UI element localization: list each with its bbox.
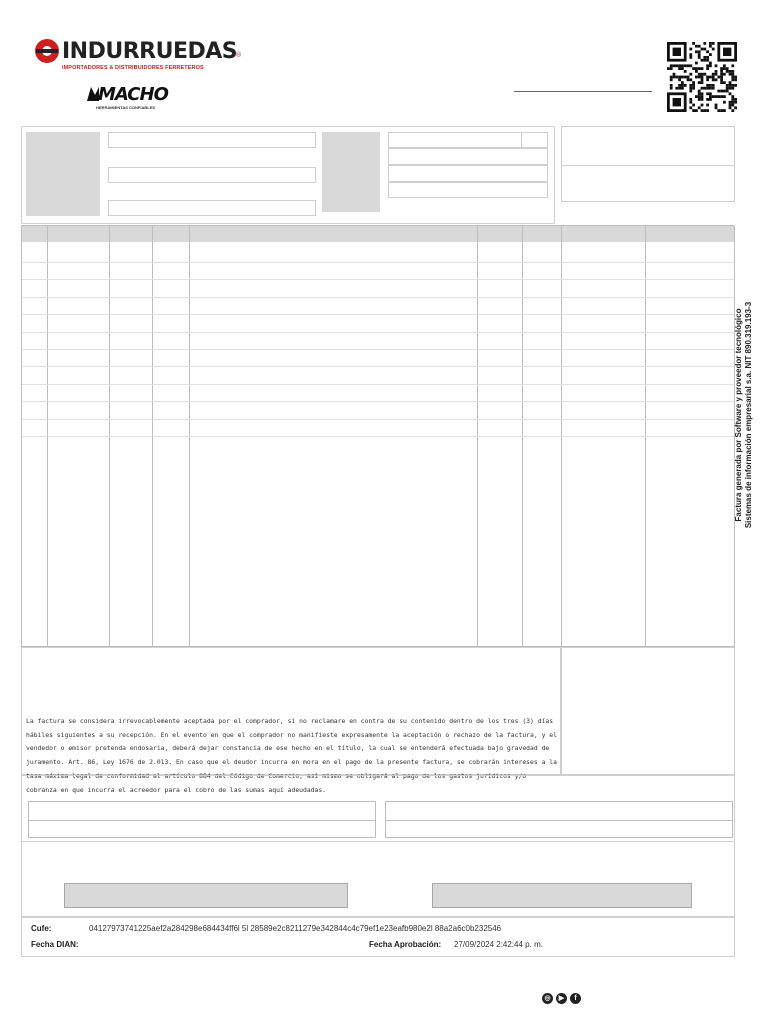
invoice-info-divider <box>562 165 734 166</box>
fecha-dian-label: Fecha DIAN: <box>31 940 79 949</box>
social-icons <box>542 993 581 1007</box>
table-row-divider <box>22 384 734 385</box>
legal-text: La factura se considera irrevocablemente aceptada por el comprador, si no reclamare en contra de su contenido dentro de los tres (3) días hábiles siguientes a su recepción. En el evento en que el comprador no manifieste expresamente la aceptación o rechazo de la factura, y el vendedor o emisor pretenda endosaria, deberá dejar constancia de ese hecho en el título, la cual se entenderá efectuada bajo gravedad de juramento. Art. 86, Ley 1676 de 2.013. En caso que el deudor incurra en mora en el pago de la presente factura, se cobrarán intereses a la tasa máxima legal de conformidad al artículo 884 del Código de Comercio, así mismo se obligará al pago de los gastos jurídicos y/o cobranza en que incurra el acreedor para el cobro de las sumas aquí adeudadas. <box>26 717 557 794</box>
signature-bar-left <box>64 883 348 908</box>
signature-field-left-1 <box>28 801 376 821</box>
company-name: INDURRUEDAS <box>62 39 238 64</box>
table-row-divider <box>22 297 734 298</box>
table-row-divider <box>22 401 734 402</box>
signature-field-right-1 <box>385 801 733 821</box>
client-photo-placeholder <box>26 132 100 216</box>
footer-box <box>21 917 735 957</box>
items-table-header <box>22 226 734 242</box>
indurruedas-logo <box>34 38 244 78</box>
totals-box <box>561 647 735 775</box>
table-row-divider <box>22 349 734 350</box>
youtube-icon[interactable]: ▶ <box>556 993 567 1004</box>
cufe-label: Cufe: <box>31 924 52 933</box>
table-row-divider <box>22 332 734 333</box>
client-field-2 <box>108 167 316 183</box>
client-label-placeholder <box>322 132 380 212</box>
cufe-value: 04127973741225aef2a284298e684434ff6l 5l 28589e2c8211279e342844c4c79ef1e23eafb980e2l 88a2a6c0b232546 <box>89 924 502 933</box>
brand2-tagline: HERRAMIENTAS CONFIABLES <box>96 105 156 110</box>
facebook-icon[interactable]: f <box>570 993 581 1004</box>
table-row-divider <box>22 279 734 280</box>
table-row-divider <box>22 436 734 437</box>
company-tagline: IMPORTADORES & DISTRIBUIDORES FERRETEROS <box>62 65 204 71</box>
signature-field-right-2 <box>385 820 733 838</box>
software-provider-note <box>734 290 764 540</box>
software-provider-line1: Factura generada por Software y proveedor tecnológico <box>734 308 743 522</box>
table-row-divider <box>22 314 734 315</box>
fecha-aprobacion-label: Fecha Aprobación: <box>369 940 442 949</box>
client-field-1 <box>108 132 316 148</box>
header-divider-line <box>514 91 652 92</box>
table-row-divider <box>22 419 734 420</box>
signature-divider <box>21 841 735 842</box>
instagram-icon[interactable]: ◎ <box>542 993 553 1004</box>
signature-bar-right <box>432 883 692 908</box>
client-field-5 <box>388 148 548 165</box>
table-row-divider <box>22 366 734 367</box>
invoice-info-box <box>561 126 735 202</box>
qr-code <box>667 42 737 112</box>
brand2-name: MACHO <box>98 84 168 105</box>
client-field-6 <box>388 165 548 182</box>
software-provider-line2: Sistemas de información empresarial s.a. NIT 890.319.193-3 <box>744 301 753 529</box>
client-field-7 <box>388 182 548 198</box>
registered-mark: ® <box>236 52 242 59</box>
fecha-aprobacion-value: 27/09/2024 2:42:44 p. m. <box>454 940 543 949</box>
client-field-4a <box>388 132 522 148</box>
table-row-divider <box>22 262 734 263</box>
wheel-icon <box>34 38 60 64</box>
macho-logo <box>86 84 186 116</box>
client-field-3 <box>108 200 316 216</box>
client-field-4b <box>521 132 548 148</box>
signature-field-left-2 <box>28 820 376 838</box>
